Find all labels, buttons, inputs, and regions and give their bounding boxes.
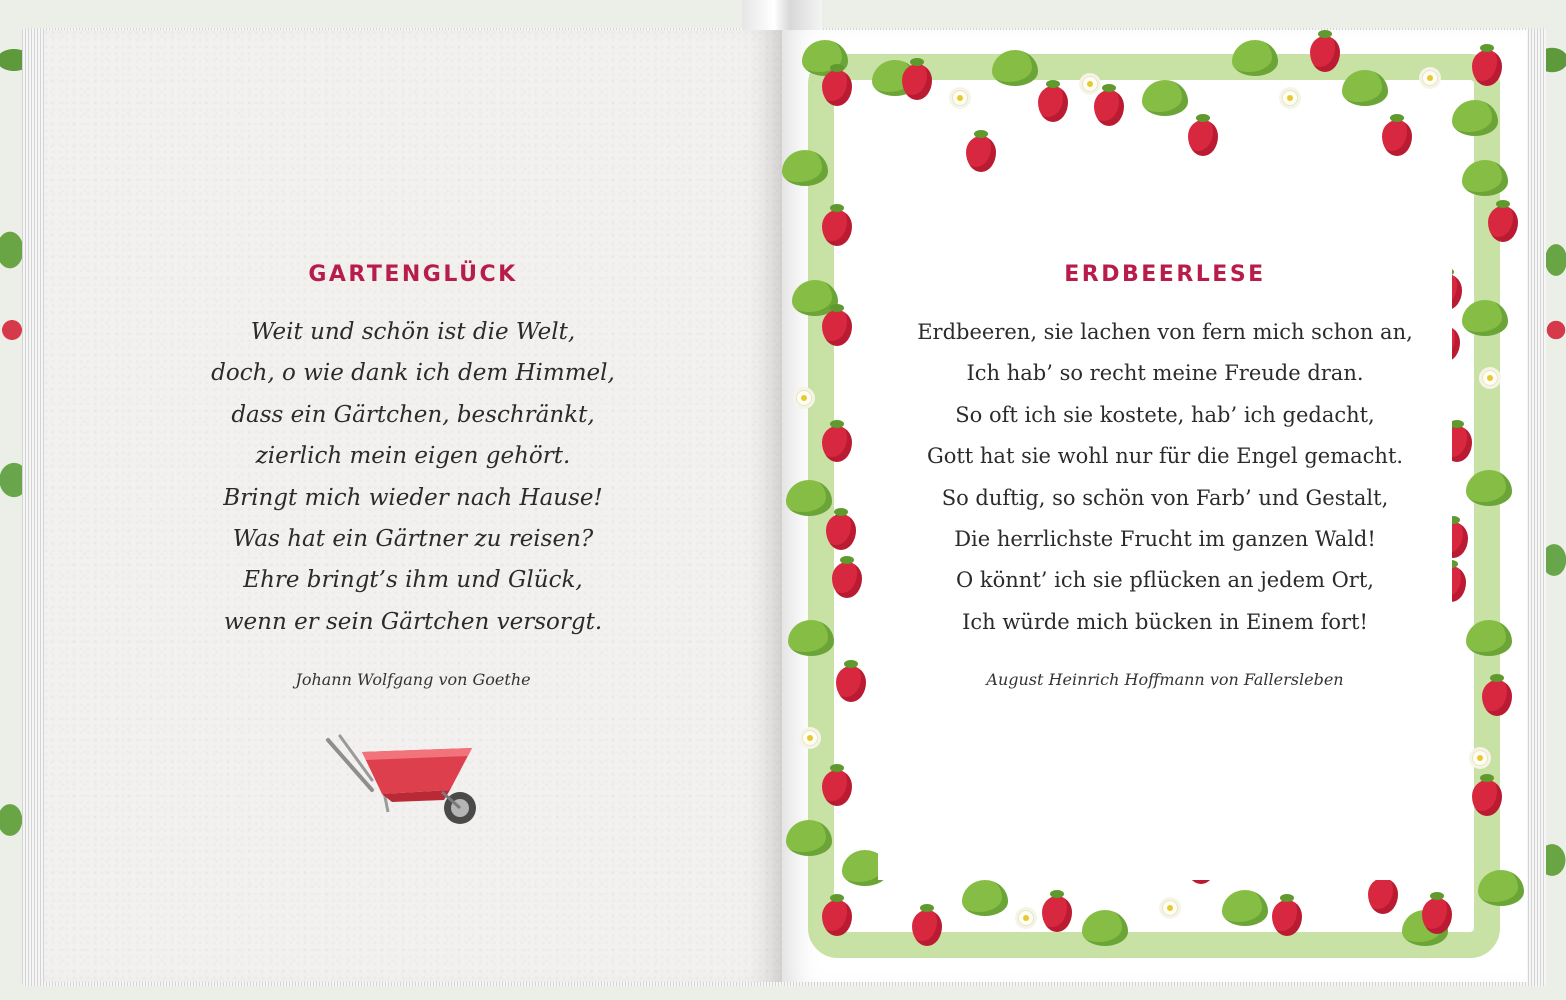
blossom-icon	[1472, 750, 1488, 766]
poem-line: O könnt’ ich sie pflücken an jedem Ort,	[956, 568, 1374, 593]
poem-line: zierlich mein eigen gehört.	[255, 443, 571, 470]
blossom-icon	[1482, 370, 1498, 386]
poem-line: wenn er sein Gärtchen versorgt.	[223, 608, 603, 635]
blossom-icon	[1082, 76, 1098, 92]
poem-line: Bringt mich wieder nach Hause!	[223, 484, 603, 511]
blossom-icon	[802, 730, 818, 746]
poem-line: Gott hat sie wohl nur für die Engel gemacht.	[926, 444, 1404, 469]
blossom-icon	[796, 390, 812, 406]
poem-line: Erdbeeren, sie lachen von fern mich schon an,	[917, 320, 1413, 344]
leaf-icon	[992, 50, 1038, 86]
poem-line: doch, o wie dank ich dem Himmel,	[211, 360, 615, 387]
leaf-icon	[1466, 470, 1512, 506]
text-panel	[878, 180, 1452, 880]
left-poem	[44, 312, 782, 643]
leaf-icon	[1462, 160, 1508, 196]
blossom-icon	[1282, 90, 1298, 106]
leaf-icon	[1222, 890, 1268, 926]
poem-line: Die herrlichste Frucht im ganzen Wald!	[954, 526, 1376, 551]
right-poem-title: ERDBEERLESE	[1064, 262, 1266, 287]
leaf-icon	[1466, 620, 1512, 656]
blossom-icon	[952, 90, 968, 106]
poem-line: Was hat ein Gärtner zu reisen?	[232, 525, 594, 552]
leaf-icon	[1342, 70, 1388, 106]
leaf-icon	[1452, 100, 1498, 136]
poem-line: Weit und schön ist die Welt,	[250, 319, 576, 345]
leaf-icon	[1082, 910, 1128, 946]
left-page	[44, 30, 782, 982]
blossom-icon	[1018, 910, 1034, 926]
leaf-icon	[1462, 300, 1508, 336]
leaf-icon	[786, 480, 832, 516]
left-poem-author: Johann Wolfgang von Goethe	[295, 670, 531, 689]
leaf-icon	[786, 820, 832, 856]
right-poem	[878, 312, 1452, 643]
poem-line: So oft ich sie kostete, hab’ ich gedacht,	[955, 402, 1375, 427]
leaf-icon	[1232, 40, 1278, 76]
leaf-icon	[1478, 870, 1524, 906]
leaf-icon	[782, 150, 828, 186]
strawberry-icon	[1488, 206, 1518, 242]
right-poem-author: August Heinrich Hoffmann von Fallersleben	[986, 670, 1344, 689]
right-page	[782, 30, 1527, 982]
poem-line: Ich würde mich bücken in Einem fort!	[962, 609, 1368, 634]
poem-line: So duftig, so schön von Farb’ und Gestalt,	[941, 485, 1389, 510]
leaf-icon	[962, 880, 1008, 916]
wheelbarrow-icon	[322, 730, 492, 830]
left-poem-title: GARTENGLÜCK	[308, 262, 518, 287]
strawberry-icon	[1482, 680, 1512, 716]
poem-line: Ehre bringt’s ihm und Glück,	[243, 567, 583, 594]
blossom-icon	[1162, 900, 1178, 916]
leaf-icon	[788, 620, 834, 656]
poem-line: dass ein Gärtchen, beschränkt,	[231, 401, 595, 428]
leaf-icon	[1142, 80, 1188, 116]
poem-line: Ich hab’ so recht meine Freude dran.	[966, 361, 1364, 386]
blossom-icon	[1422, 70, 1438, 86]
